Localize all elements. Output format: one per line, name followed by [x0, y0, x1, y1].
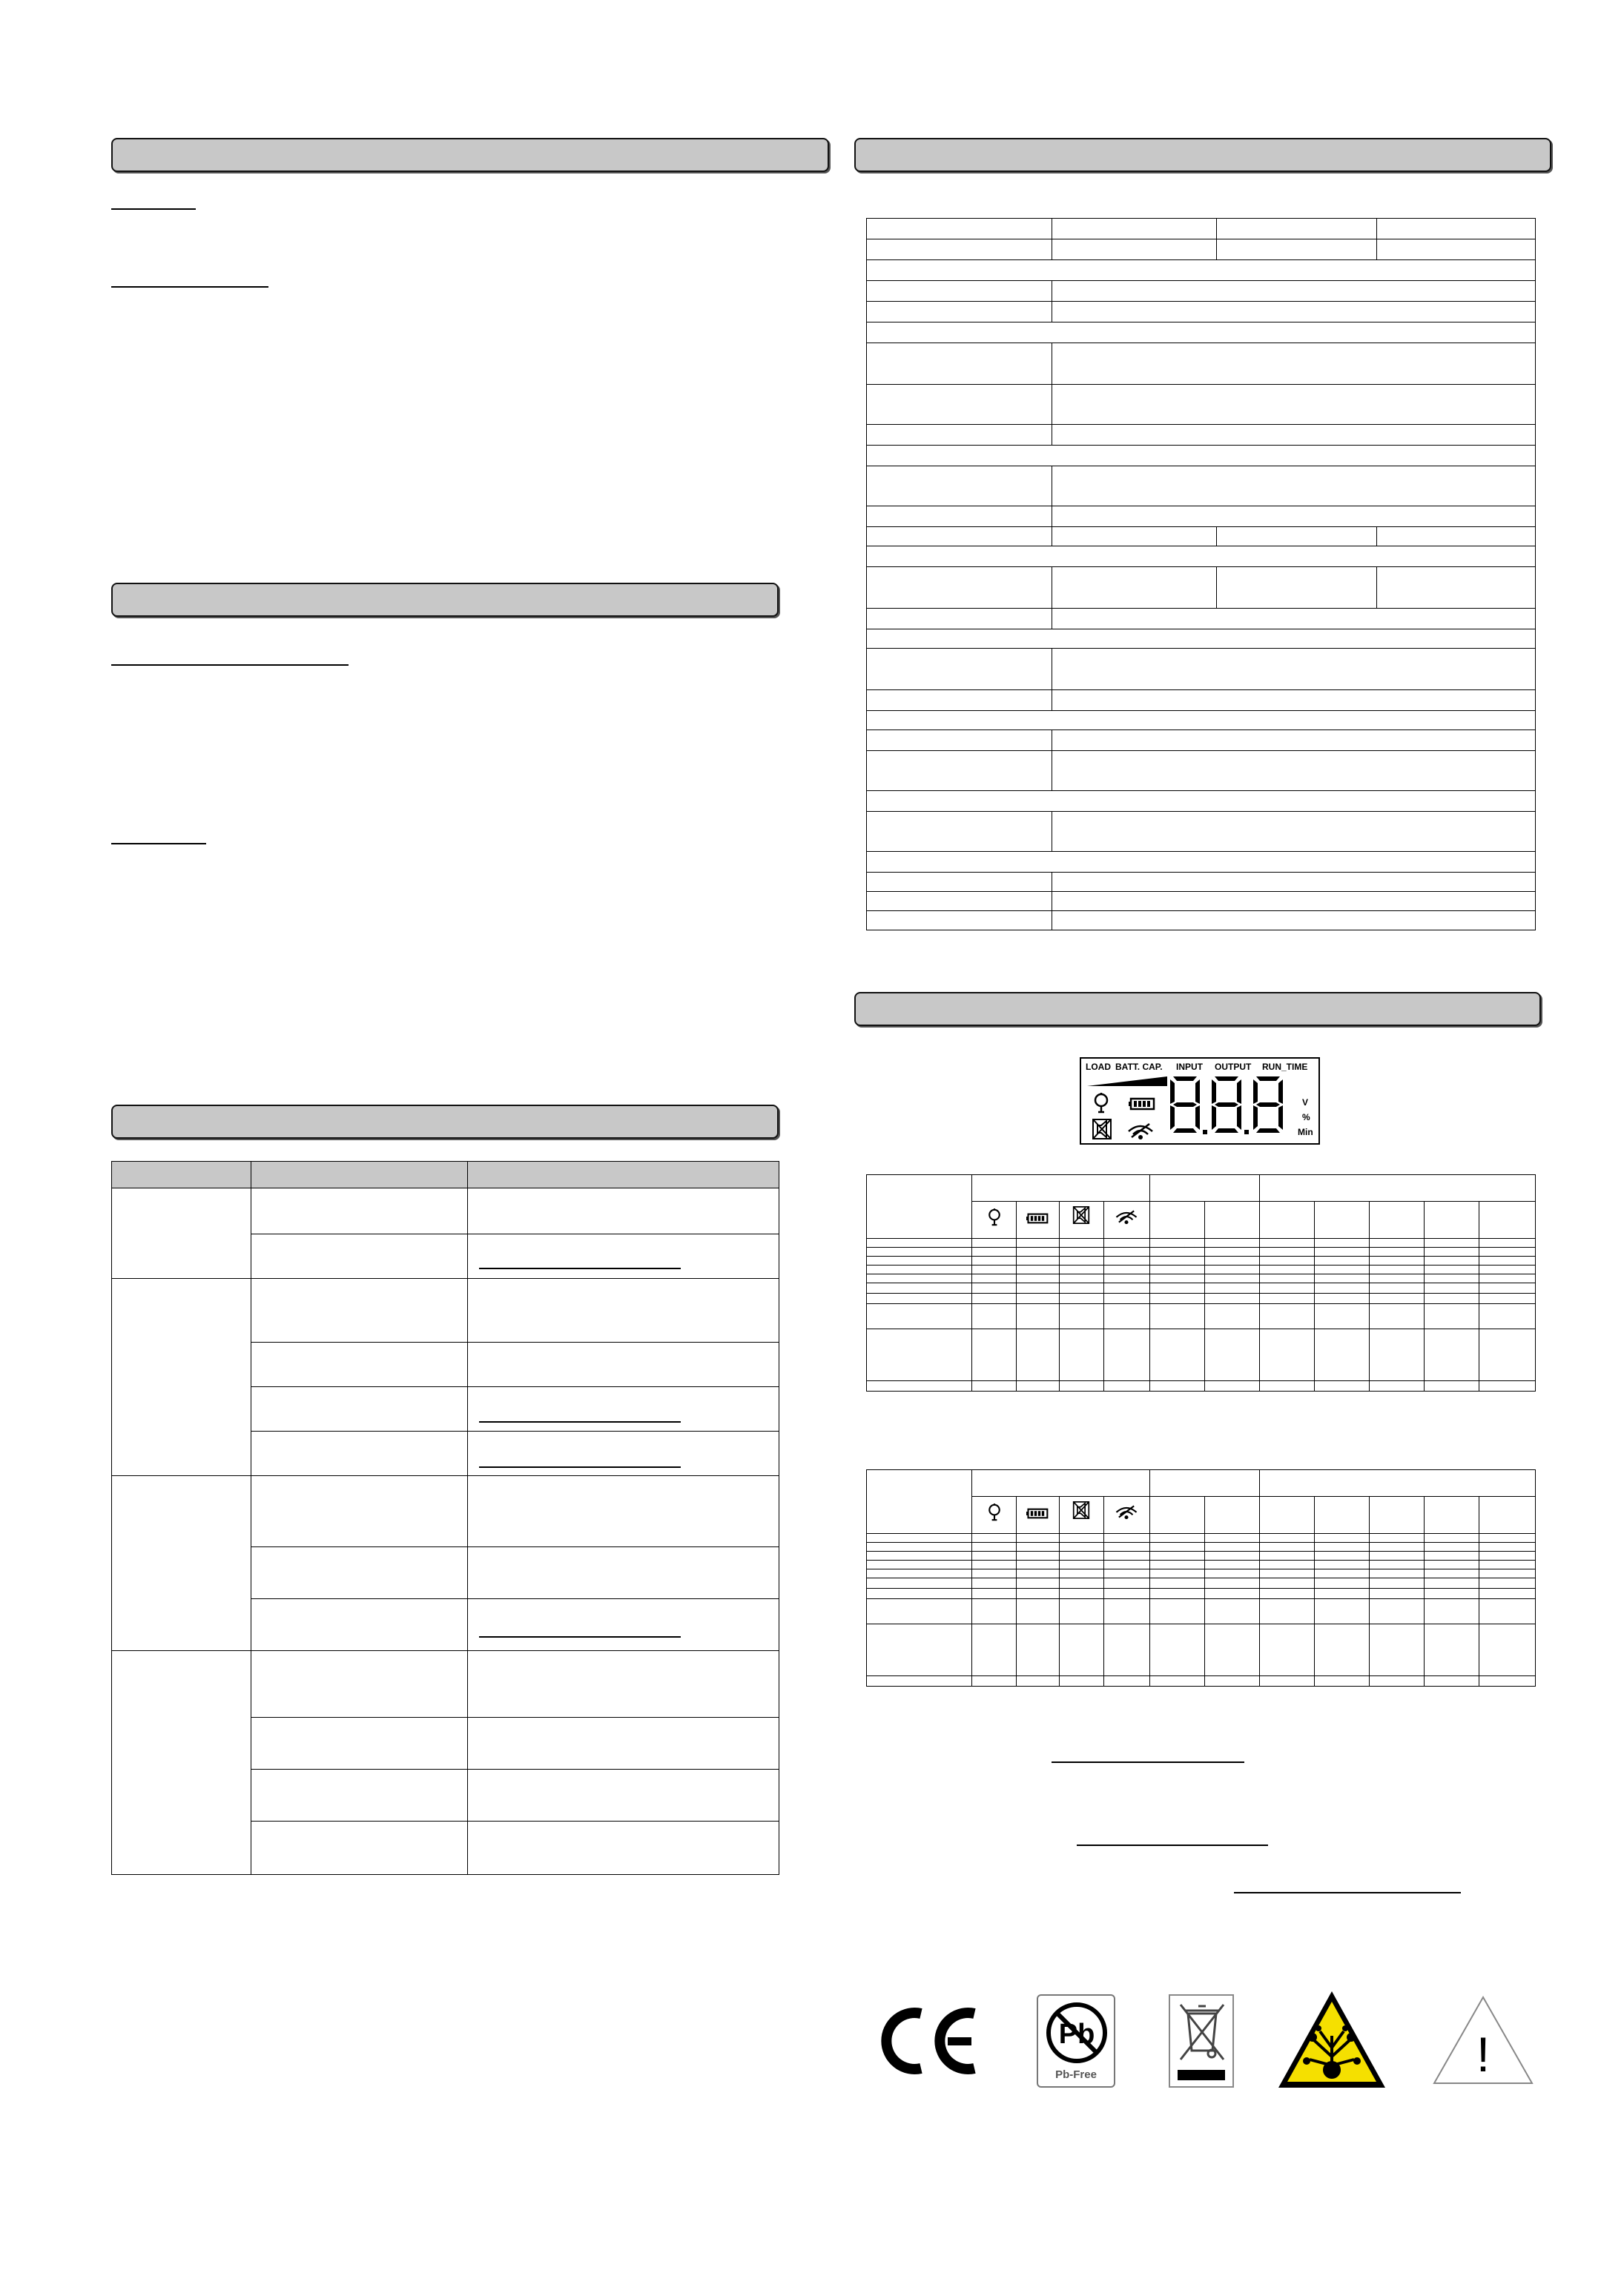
table-cell [867, 1552, 972, 1561]
table-cell [1260, 1470, 1536, 1497]
ac-plug-icon [986, 1208, 1003, 1226]
table-cell [867, 239, 1052, 260]
text-underline [1052, 1761, 1244, 1763]
table-cell [1052, 609, 1536, 629]
table-cell [1315, 1202, 1370, 1239]
cell-underline [479, 1466, 681, 1468]
table-cell [867, 219, 1052, 239]
table-cell [867, 567, 1052, 609]
table-cell [1052, 690, 1536, 711]
ce-mark-logo [874, 2006, 979, 2076]
lcd-digit [1252, 1075, 1284, 1134]
table-cell [867, 1239, 972, 1248]
fault-icon [1114, 1208, 1139, 1225]
lcd-label-input: INPUT [1176, 1062, 1203, 1072]
table-cell [468, 1343, 779, 1387]
table-cell [867, 730, 1052, 751]
lcd-unit-min: Min [1298, 1127, 1313, 1137]
table-cell [251, 1599, 468, 1651]
table-cell [867, 1599, 972, 1624]
table-cell [112, 1188, 251, 1279]
table-cell [867, 1304, 972, 1329]
table-cell [867, 852, 1536, 873]
table-cell [1260, 1202, 1315, 1239]
table-cell [972, 1175, 1150, 1202]
table-cell [867, 546, 1536, 567]
table-cell [1052, 219, 1217, 239]
fault-icon [1126, 1121, 1155, 1140]
table-cell [867, 649, 1052, 690]
section-header-2 [111, 583, 779, 617]
table-cell [867, 281, 1052, 302]
table-cell [1052, 343, 1536, 385]
table-cell [1052, 730, 1536, 751]
table-cell [1315, 1497, 1370, 1534]
table-cell [867, 1676, 972, 1687]
lcd-label-batt-cap: BATT. CAP. [1115, 1062, 1163, 1072]
table-cell [468, 1432, 779, 1476]
subheading-underline [111, 286, 268, 288]
table-cell [1370, 1202, 1425, 1239]
table-cell [468, 1599, 779, 1651]
table-cell [112, 1476, 251, 1651]
table-cell [1479, 1497, 1536, 1534]
table-cell [468, 1476, 779, 1547]
subheading-underline [111, 664, 349, 666]
subheading-underline [111, 843, 206, 844]
table-cell [1052, 751, 1536, 791]
table-cell [251, 1387, 468, 1432]
table-cell [468, 1279, 779, 1343]
table-cell [867, 1470, 972, 1534]
table-cell [1052, 911, 1536, 930]
table-cell [1377, 239, 1536, 260]
weee-bar [1178, 2070, 1225, 2080]
table-cell [867, 911, 1052, 930]
table-cell [867, 260, 1536, 281]
table-cell [867, 302, 1052, 322]
pb-free-logo [1037, 1994, 1115, 2088]
table-cell [468, 1822, 779, 1875]
table-cell [468, 1651, 779, 1718]
table-cell [867, 506, 1052, 527]
pb-free-label: Pb-Free [1055, 2068, 1097, 2081]
table-cell [251, 1718, 468, 1770]
table-cell [1052, 385, 1536, 425]
table-cell [867, 690, 1052, 711]
table-cell [867, 1543, 972, 1552]
table-cell [1150, 1497, 1205, 1534]
table-cell [867, 1175, 972, 1239]
table-cell [867, 1274, 972, 1283]
table-cell [251, 1547, 468, 1599]
load-bar-icon [1087, 1075, 1167, 1087]
table-cell [867, 1624, 972, 1676]
table-cell [1052, 892, 1536, 911]
table-cell [468, 1188, 779, 1234]
table-cell [867, 1569, 972, 1578]
table-cell [972, 1470, 1150, 1497]
table-cell [867, 711, 1536, 730]
table-cell [1425, 1497, 1479, 1534]
table-cell [1052, 873, 1536, 892]
table-cell [1260, 1497, 1315, 1534]
table-cell [1052, 812, 1536, 852]
lcd-decimal-point [1244, 1130, 1249, 1134]
lcd-unit-percent: % [1302, 1112, 1310, 1122]
cell-underline [479, 1421, 681, 1423]
table-cell [867, 1329, 972, 1381]
table-cell [867, 1589, 972, 1599]
table-cell [867, 751, 1052, 791]
table-cell [1052, 527, 1217, 546]
weee-logo [1169, 1994, 1234, 2088]
table-cell [468, 1547, 779, 1599]
exclamation-mark: ! [1476, 2027, 1491, 2082]
table-cell [867, 1381, 972, 1392]
table-cell [1370, 1497, 1425, 1534]
table-cell [251, 1343, 468, 1387]
table-cell [867, 1257, 972, 1266]
pb-symbol: Pb [1058, 2019, 1095, 2050]
table-cell [251, 1770, 468, 1822]
table-cell [1217, 239, 1377, 260]
lcd-label-load: LOAD [1086, 1062, 1111, 1072]
table-cell [1217, 527, 1377, 546]
caution-triangle-icon [1431, 1994, 1535, 2086]
table-cell [867, 466, 1052, 506]
table-cell [468, 1770, 779, 1822]
table-cell [1217, 567, 1377, 609]
table-cell [251, 1188, 468, 1234]
table-cell [1479, 1202, 1536, 1239]
table-cell [1052, 425, 1536, 446]
table-cell [1205, 1497, 1260, 1534]
table-cell [1052, 649, 1536, 690]
table-cell [468, 1387, 779, 1432]
table-cell [867, 873, 1052, 892]
table-cell [867, 527, 1052, 546]
table-cell [867, 812, 1052, 852]
text-underline [1077, 1845, 1268, 1846]
table-cell [867, 1294, 972, 1304]
table-cell [867, 425, 1052, 446]
mute-icon [1092, 1118, 1112, 1140]
table-cell [251, 1651, 468, 1718]
table-cell [112, 1651, 251, 1875]
section-header-specifications [854, 138, 1551, 172]
battery-icon [1129, 1097, 1155, 1111]
table-cell [1217, 219, 1377, 239]
table-cell [867, 1248, 972, 1257]
table-header-cell [468, 1162, 779, 1188]
table-cell [1260, 1175, 1536, 1202]
section-header-1 [111, 138, 829, 172]
crossed-bin-icon [1178, 2002, 1227, 2062]
text-underline [1234, 1892, 1461, 1893]
table-cell [1377, 219, 1536, 239]
table-cell [251, 1822, 468, 1875]
table-cell [867, 1266, 972, 1274]
table-cell [251, 1432, 468, 1476]
table-cell [867, 1283, 972, 1294]
lcd-digit [1210, 1075, 1243, 1134]
table-cell [867, 1578, 972, 1589]
table-cell [251, 1279, 468, 1343]
fault-icon [1114, 1503, 1139, 1520]
table-cell [1052, 567, 1217, 609]
explosion-hazard-icon [1275, 1988, 1388, 2091]
table-cell [867, 892, 1052, 911]
cell-underline [479, 1636, 681, 1638]
table-cell [468, 1234, 779, 1279]
section-header-lcd [854, 992, 1541, 1026]
table-cell [251, 1234, 468, 1279]
table-cell [1377, 527, 1536, 546]
table-cell [1052, 281, 1536, 302]
table-cell [1052, 302, 1536, 322]
table-cell [867, 385, 1052, 425]
mute-icon [1072, 1205, 1090, 1225]
table-cell [1052, 466, 1536, 506]
lcd-label-run-time: RUN_TIME [1262, 1062, 1308, 1072]
table-cell [251, 1476, 468, 1547]
table-cell [1150, 1202, 1205, 1239]
table-header-cell [112, 1162, 251, 1188]
subheading-underline [111, 208, 196, 210]
lcd-display [1080, 1057, 1320, 1145]
cell-underline [479, 1268, 681, 1269]
table-cell [1150, 1470, 1260, 1497]
lcd-label-output: OUTPUT [1215, 1062, 1252, 1072]
lcd-decimal-point [1203, 1130, 1207, 1134]
pb-crossed-circle-icon [1044, 2000, 1109, 2065]
battery-icon [1026, 1213, 1049, 1224]
section-header-3 [111, 1105, 779, 1139]
table-cell [1052, 506, 1536, 527]
table-cell [867, 322, 1536, 343]
ac-plug-icon [1092, 1093, 1111, 1114]
mute-icon [1072, 1501, 1090, 1520]
table-cell [468, 1718, 779, 1770]
specifications-table [866, 218, 1536, 930]
table-cell [867, 1534, 972, 1543]
table-cell [1205, 1202, 1260, 1239]
table-cell [1052, 239, 1217, 260]
table-cell [112, 1279, 251, 1476]
table-cell [867, 791, 1536, 812]
lcd-unit-v: V [1302, 1097, 1309, 1108]
table-header-cell [251, 1162, 468, 1188]
table-cell [1377, 567, 1536, 609]
table-cell [867, 629, 1536, 649]
ac-plug-icon [986, 1503, 1003, 1521]
lcd-digit [1169, 1075, 1201, 1134]
table-cell [867, 609, 1052, 629]
lcd-status-table-1 [866, 1174, 1536, 1392]
battery-icon [1026, 1508, 1049, 1519]
lcd-status-table-2 [866, 1469, 1536, 1687]
table-cell [1425, 1202, 1479, 1239]
table-cell [1150, 1175, 1260, 1202]
table-cell [867, 343, 1052, 385]
table-cell [867, 1561, 972, 1569]
table-cell [867, 446, 1536, 466]
